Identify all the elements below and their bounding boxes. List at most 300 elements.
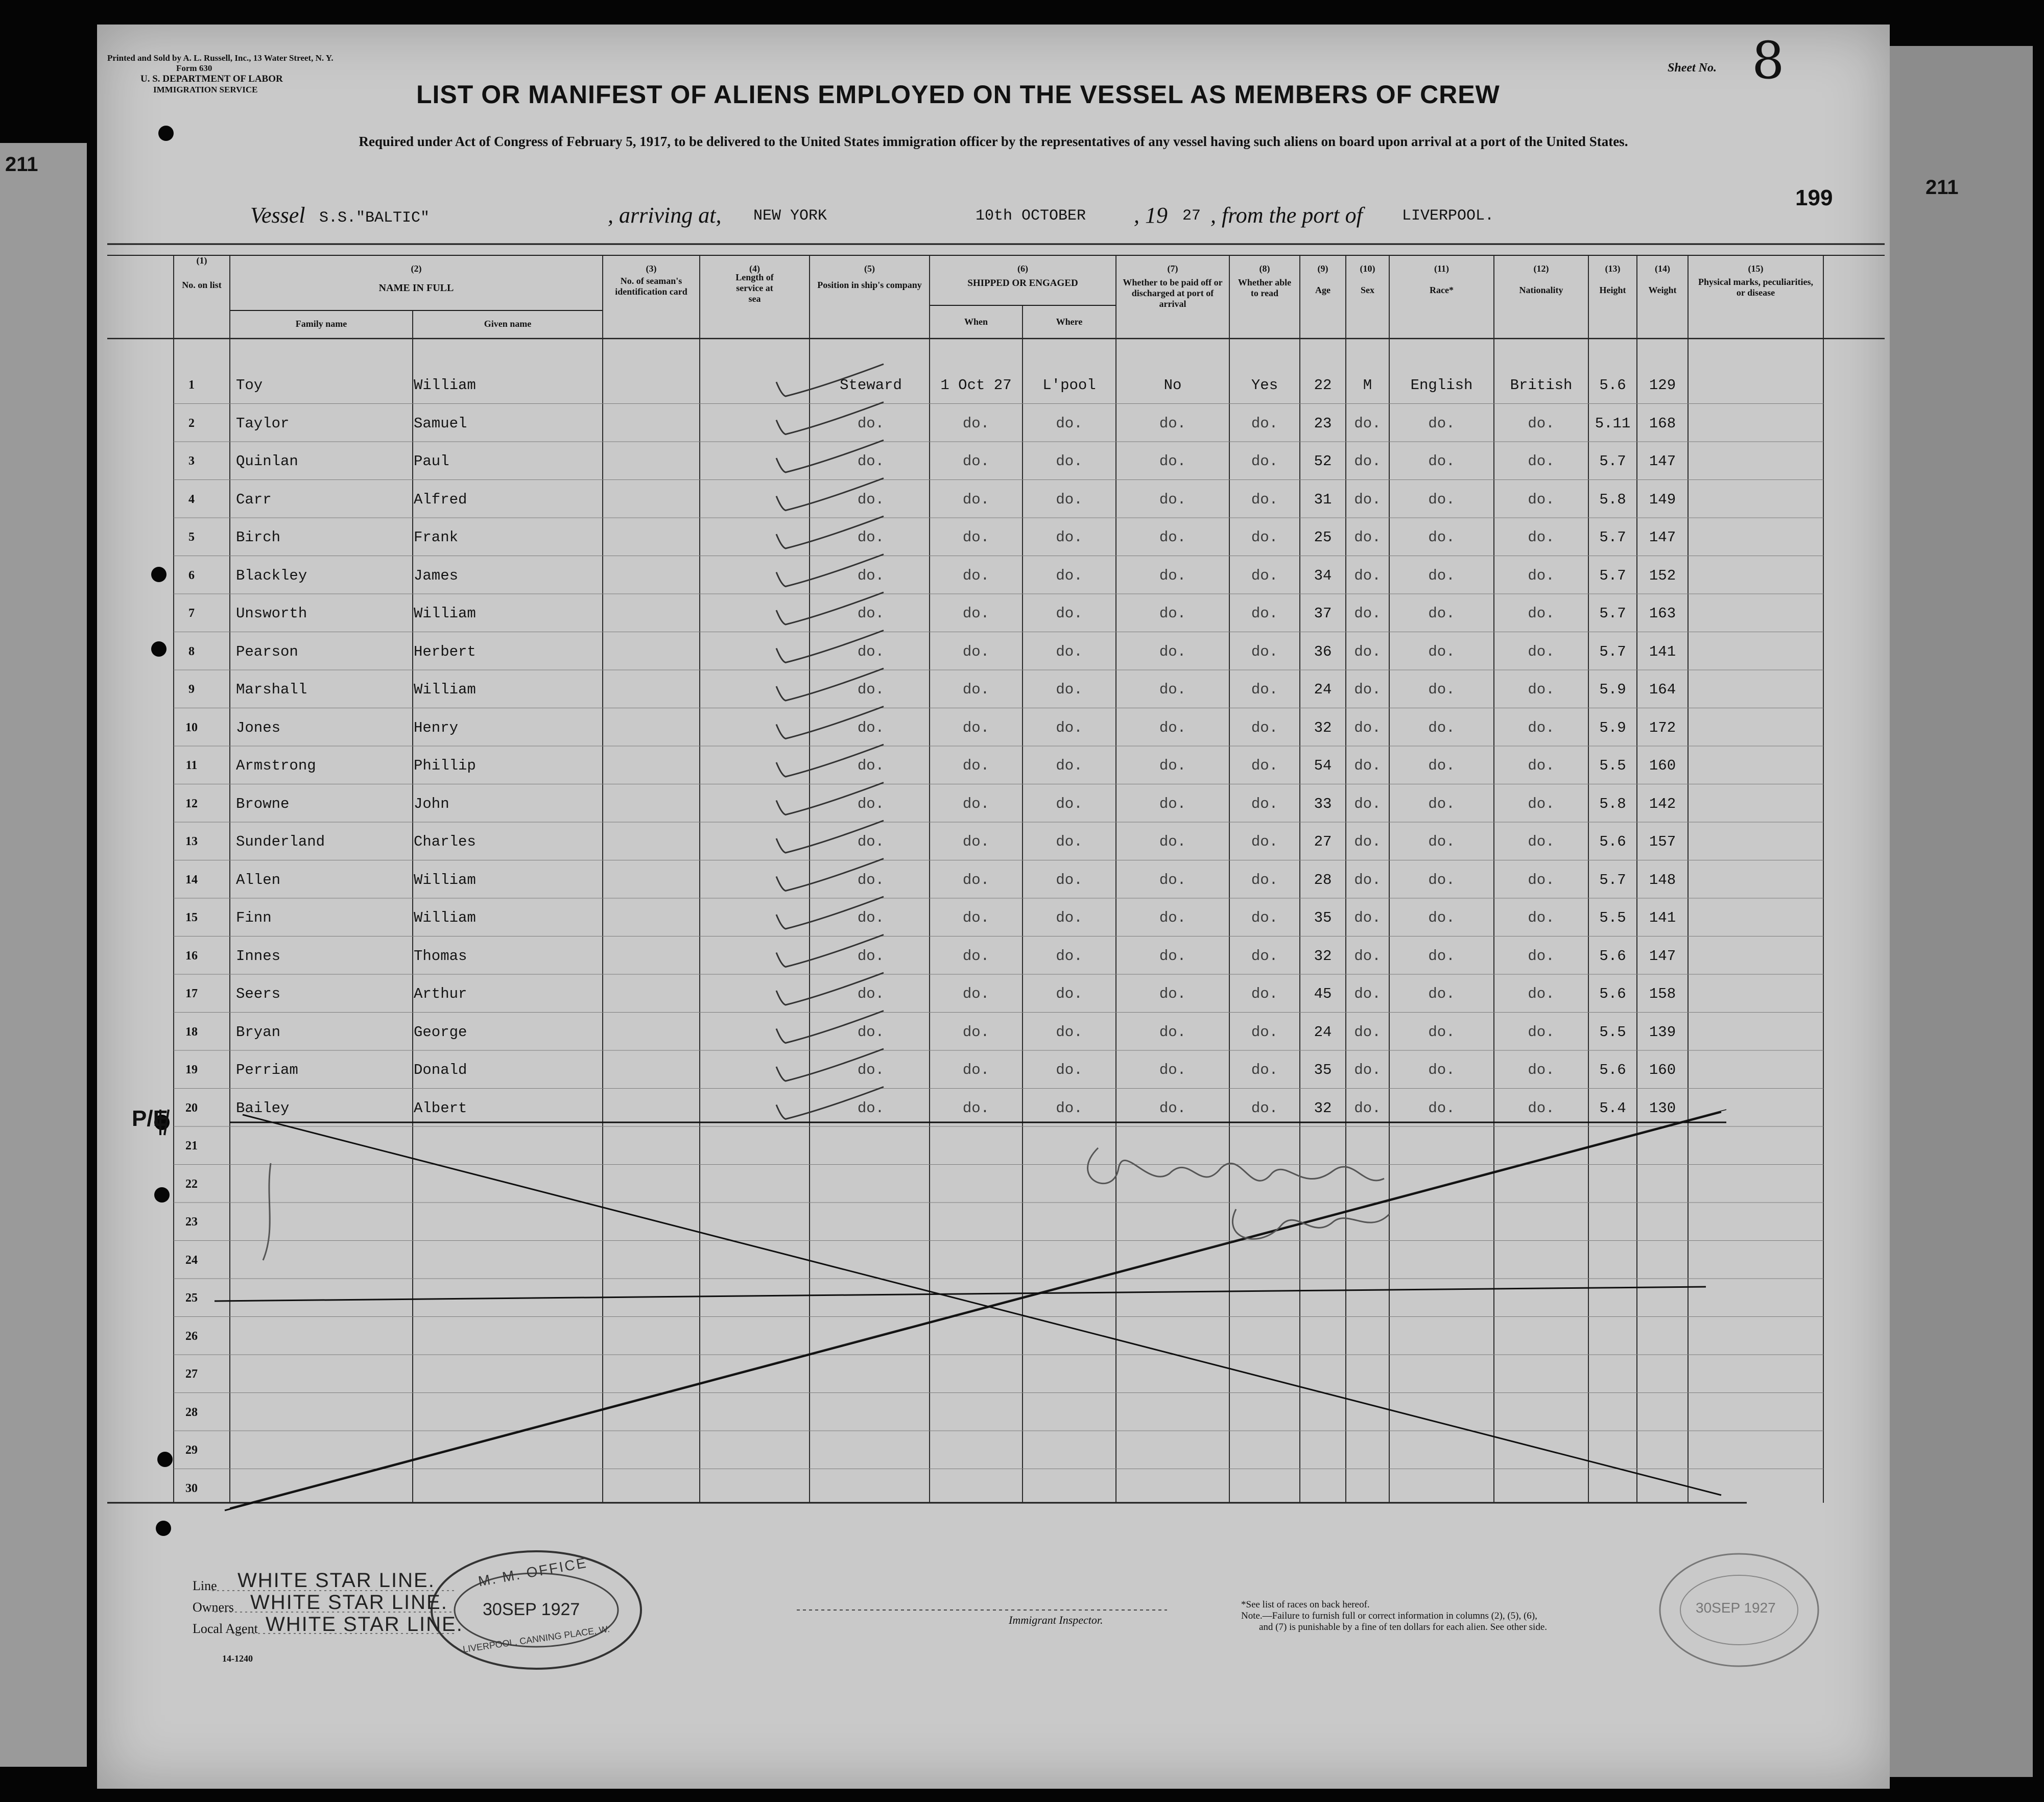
office-stamp-top: M. M. OFFICE	[477, 1554, 589, 1590]
shipped-when-cell: do.	[962, 415, 990, 432]
shipped-where-cell: do.	[1056, 643, 1083, 660]
paid-off-cell: do.	[1159, 871, 1186, 888]
age-cell: 37	[1314, 605, 1332, 622]
requirement-text: Required under Act of Congress of February 5, 1917, to be delivered to the United States immigration officer by the representatives of any vessel having such aliens on board upon arrival at a port of the United States.	[359, 134, 1628, 149]
paid-off-cell: do.	[1159, 833, 1186, 850]
height-cell: 5.9	[1599, 681, 1626, 698]
department-name: U. S. DEPARTMENT OF LABOR	[140, 74, 283, 84]
paid-off-cell: do.	[1159, 947, 1186, 965]
sex-cell: do.	[1354, 415, 1381, 432]
row-number: 24	[185, 1253, 198, 1267]
col9-number: (9)	[1317, 263, 1328, 274]
shipped-when-cell: do.	[962, 986, 990, 1002]
given-name-cell: Charles	[414, 833, 476, 850]
race-cell: do.	[1428, 833, 1455, 850]
shipped-where-cell: do.	[1056, 491, 1083, 508]
col14-number: (14)	[1655, 263, 1670, 274]
nationality-cell: do.	[1528, 643, 1555, 660]
sex-cell: M	[1363, 377, 1372, 394]
weight-cell: 158	[1649, 986, 1676, 1002]
nationality-cell: British	[1510, 377, 1573, 394]
col8-number: (8)	[1259, 263, 1270, 274]
family-name-cell: Sunderland	[236, 833, 325, 850]
age-cell: 23	[1314, 415, 1332, 432]
shipped-when-cell: do.	[962, 453, 990, 470]
races-note: *See list of races on back hereof.	[1241, 1599, 1370, 1610]
weight-cell: 152	[1649, 567, 1676, 584]
weight-cell: 129	[1649, 377, 1676, 394]
position-cell: do.	[857, 415, 885, 432]
family-name-cell: Carr	[236, 491, 272, 508]
able-to-read-cell: do.	[1251, 909, 1278, 926]
line-value: WHITE STAR LINE.	[237, 1569, 435, 1592]
row-number: 29	[185, 1444, 198, 1457]
nationality-cell: do.	[1528, 1023, 1555, 1041]
col1-number: (1)	[196, 255, 207, 266]
height-cell: 5.6	[1599, 986, 1626, 1002]
race-cell: do.	[1428, 605, 1455, 622]
row-number: 25	[185, 1291, 198, 1305]
family-name-cell: Innes	[236, 947, 281, 965]
nationality-cell: do.	[1528, 909, 1555, 926]
given-name-cell: William	[414, 377, 476, 394]
year-prefix: , 19	[1134, 203, 1168, 228]
col6-where-header: Where	[1056, 317, 1083, 327]
race-cell: do.	[1428, 1099, 1455, 1117]
position-cell: do.	[857, 681, 885, 698]
service-name: IMMIGRATION SERVICE	[153, 85, 258, 94]
inspector-label: Immigrant Inspector.	[1009, 1614, 1103, 1626]
age-cell: 32	[1314, 719, 1332, 736]
col5-number: (5)	[864, 263, 875, 274]
shipped-when-cell: do.	[962, 681, 990, 698]
sex-cell: do.	[1354, 795, 1381, 812]
given-name-cell: Albert	[414, 1099, 467, 1117]
given-name-cell: George	[414, 1023, 467, 1041]
height-cell: 5.5	[1599, 1023, 1626, 1041]
age-cell: 36	[1314, 643, 1332, 660]
race-cell: do.	[1428, 795, 1455, 812]
race-cell: do.	[1428, 529, 1455, 546]
position-cell: do.	[857, 719, 885, 736]
weight-cell: 160	[1649, 1062, 1676, 1078]
family-name-cell: Quinlan	[236, 453, 298, 470]
height-cell: 5.7	[1599, 453, 1626, 470]
family-name-cell: Blackley	[236, 567, 307, 584]
nationality-cell: do.	[1528, 947, 1555, 965]
position-cell: do.	[857, 757, 885, 774]
height-cell: 5.4	[1599, 1099, 1626, 1117]
shipped-when-cell: do.	[962, 719, 990, 736]
weight-cell: 157	[1649, 833, 1676, 850]
given-name-cell: Thomas	[414, 947, 467, 965]
paid-off-cell: do.	[1159, 1062, 1186, 1078]
age-cell: 33	[1314, 795, 1332, 812]
row-number: 21	[185, 1139, 198, 1152]
able-to-read-cell: do.	[1251, 1062, 1278, 1078]
paid-off-cell: do.	[1159, 605, 1186, 622]
margin-mark: P/E	[132, 1106, 168, 1131]
sex-cell: do.	[1354, 491, 1381, 508]
shipped-where-cell: do.	[1056, 947, 1083, 965]
col2-header: NAME IN FULL	[378, 282, 454, 294]
row-number: 16	[185, 949, 198, 963]
family-name-cell: Jones	[236, 719, 281, 736]
sex-cell: do.	[1354, 1062, 1381, 1078]
line-label: Line	[193, 1578, 217, 1593]
shipped-where-cell: do.	[1056, 415, 1083, 432]
able-to-read-cell: do.	[1251, 719, 1278, 736]
row-number: 11	[185, 759, 198, 772]
age-cell: 45	[1314, 986, 1332, 1002]
form-number: Form 630	[176, 63, 212, 73]
shipped-when-cell: 1 Oct 27	[940, 377, 1012, 394]
sex-cell: do.	[1354, 567, 1381, 584]
position-cell: do.	[857, 1062, 885, 1078]
row-number: 26	[185, 1329, 198, 1343]
manifest-sheet	[97, 25, 1890, 1789]
position-cell: do.	[857, 833, 885, 850]
nationality-cell: do.	[1528, 1099, 1555, 1117]
row-number: 13	[185, 835, 198, 848]
col1-header: No. on list	[182, 280, 222, 290]
shipped-where-cell: do.	[1056, 1023, 1083, 1041]
shipped-when-cell: do.	[962, 909, 990, 926]
age-cell: 27	[1314, 833, 1332, 850]
family-name-cell: Birch	[236, 529, 281, 546]
col15-number: (15)	[1748, 263, 1764, 274]
col8-header: Whether able to read	[1238, 277, 1292, 298]
height-cell: 5.6	[1599, 947, 1626, 965]
position-cell: do.	[857, 567, 885, 584]
race-cell: do.	[1428, 757, 1455, 774]
col6-header: SHIPPED OR ENGAGED	[967, 278, 1078, 289]
col3-header: No. of seaman's identification card	[615, 276, 687, 297]
col6-when-header: When	[964, 317, 988, 327]
shipped-where-cell: do.	[1056, 681, 1083, 698]
weight-cell: 172	[1649, 719, 1676, 736]
able-to-read-cell: do.	[1251, 986, 1278, 1002]
faint-stamp-date: 30SEP 1927	[1696, 1600, 1776, 1616]
row-number: 5	[188, 531, 195, 544]
row-number: 20	[185, 1101, 198, 1115]
paid-off-cell: do.	[1159, 1023, 1186, 1041]
local-agent-value: WHITE STAR LINE.	[266, 1613, 463, 1636]
able-to-read-cell: do.	[1251, 605, 1278, 622]
weight-cell: 147	[1649, 453, 1676, 470]
able-to-read-cell: do.	[1251, 1099, 1278, 1117]
height-cell: 5.7	[1599, 871, 1626, 888]
penalty-note-line1: Note.—Failure to furnish full or correct information in columns (2), (5), (6),	[1241, 1611, 1537, 1621]
col6-number: (6)	[1017, 263, 1028, 274]
sex-cell: do.	[1354, 1023, 1381, 1041]
weight-cell: 130	[1649, 1099, 1676, 1117]
sex-cell: do.	[1354, 529, 1381, 546]
nationality-cell: do.	[1528, 757, 1555, 774]
col11-number: (11)	[1434, 263, 1449, 274]
race-cell: do.	[1428, 1062, 1455, 1078]
weight-cell: 142	[1649, 795, 1676, 812]
age-cell: 25	[1314, 529, 1332, 546]
col13-number: (13)	[1605, 263, 1621, 274]
nationality-cell: do.	[1528, 605, 1555, 622]
right-edge-number: 211	[1926, 176, 1959, 199]
shipped-when-cell: do.	[962, 871, 990, 888]
row-number: 10	[185, 720, 198, 734]
height-cell: 5.7	[1599, 605, 1626, 622]
given-name-cell: Phillip	[414, 757, 476, 774]
race-cell: do.	[1428, 909, 1455, 926]
paid-off-cell: do.	[1159, 909, 1186, 926]
family-name-cell: Seers	[236, 986, 281, 1002]
family-name-cell: Finn	[236, 909, 272, 926]
race-cell: do.	[1428, 643, 1455, 660]
height-cell: 5.7	[1599, 643, 1626, 660]
row-number: 18	[185, 1025, 198, 1039]
able-to-read-cell: do.	[1251, 643, 1278, 660]
printer-line: Printed and Sold by A. L. Russell, Inc., 13 Water Street, N. Y.	[107, 53, 334, 63]
height-cell: 5.6	[1599, 1062, 1626, 1078]
given-name-cell: Paul	[414, 453, 449, 470]
left-edge-number: 211	[5, 153, 38, 176]
col12-header: Nationality	[1519, 285, 1563, 295]
row-number: 6	[188, 568, 195, 582]
sex-cell: do.	[1354, 605, 1381, 622]
given-name-cell: Alfred	[414, 491, 467, 508]
shipped-when-cell: do.	[962, 795, 990, 812]
position-cell: do.	[857, 1023, 885, 1041]
paid-off-cell: No	[1163, 377, 1182, 394]
position-cell: do.	[857, 491, 885, 508]
paid-off-cell: do.	[1159, 719, 1186, 736]
row-number: 9	[188, 683, 195, 696]
paid-off-cell: do.	[1159, 757, 1186, 774]
height-cell: 5.5	[1599, 909, 1626, 926]
col10-header: Sex	[1361, 285, 1374, 295]
right-page-edge	[1880, 46, 2033, 1777]
nationality-cell: do.	[1528, 986, 1555, 1002]
weight-cell: 163	[1649, 605, 1676, 622]
row-number: 22	[185, 1177, 198, 1191]
shipped-where-cell: do.	[1056, 453, 1083, 470]
paid-off-cell: do.	[1159, 643, 1186, 660]
arriving-port: NEW YORK	[753, 207, 827, 225]
shipped-where-cell: do.	[1056, 719, 1083, 736]
paid-off-cell: do.	[1159, 529, 1186, 546]
given-name-cell: William	[414, 605, 476, 622]
able-to-read-cell: do.	[1251, 795, 1278, 812]
paid-off-cell: do.	[1159, 567, 1186, 584]
col12-number: (12)	[1533, 263, 1549, 274]
shipped-where-cell: do.	[1056, 529, 1083, 546]
shipped-when-cell: do.	[962, 1099, 990, 1117]
height-cell: 5.11	[1595, 415, 1631, 432]
paid-off-cell: do.	[1159, 795, 1186, 812]
nationality-cell: do.	[1528, 871, 1555, 888]
position-cell: do.	[857, 453, 885, 470]
shipped-when-cell: do.	[962, 1062, 990, 1078]
sex-cell: do.	[1354, 909, 1381, 926]
given-name-cell: Henry	[414, 719, 459, 736]
shipped-when-cell: do.	[962, 491, 990, 508]
age-cell: 35	[1314, 909, 1332, 926]
position-cell: do.	[857, 605, 885, 622]
able-to-read-cell: do.	[1251, 453, 1278, 470]
col11-header: Race*	[1430, 285, 1454, 295]
nationality-cell: do.	[1528, 681, 1555, 698]
nationality-cell: do.	[1528, 453, 1555, 470]
weight-cell: 147	[1649, 947, 1676, 965]
height-cell: 5.5	[1599, 757, 1626, 774]
penalty-note-line2: and (7) is punishable by a fine of ten dollars for each alien. See other side.	[1259, 1622, 1548, 1632]
race-cell: do.	[1428, 947, 1455, 965]
given-name-cell: William	[414, 871, 476, 888]
position-cell: do.	[857, 871, 885, 888]
shipped-when-cell: do.	[962, 757, 990, 774]
given-name-cell: Arthur	[414, 986, 467, 1002]
age-cell: 28	[1314, 871, 1332, 888]
given-name-cell: Samuel	[414, 415, 467, 432]
position-cell: do.	[857, 986, 885, 1002]
family-name-cell: Unsworth	[236, 605, 307, 622]
office-stamp-date: 30SEP 1927	[483, 1600, 580, 1619]
position-cell: do.	[857, 1099, 885, 1117]
weight-cell: 141	[1649, 909, 1676, 926]
height-cell: 5.8	[1599, 795, 1626, 812]
col4-number: (4)	[749, 263, 760, 274]
owners-label: Owners	[193, 1600, 234, 1615]
race-cell: English	[1410, 377, 1473, 394]
age-cell: 32	[1314, 1099, 1332, 1117]
able-to-read-cell: do.	[1251, 757, 1278, 774]
race-cell: do.	[1428, 567, 1455, 584]
nationality-cell: do.	[1528, 491, 1555, 508]
col14-header: Weight	[1648, 285, 1677, 295]
given-name-cell: Donald	[414, 1062, 467, 1078]
shipped-when-cell: do.	[962, 605, 990, 622]
arriving-label: , arriving at,	[608, 203, 722, 228]
year-suffix: 27	[1182, 207, 1201, 225]
nationality-cell: do.	[1528, 415, 1555, 432]
shipped-where-cell: do.	[1056, 567, 1083, 584]
race-cell: do.	[1428, 681, 1455, 698]
row-number: 15	[185, 911, 198, 924]
shipped-where-cell: do.	[1056, 871, 1083, 888]
able-to-read-cell: do.	[1251, 1023, 1278, 1041]
col4-header: Length of service at sea	[735, 272, 774, 304]
col3-number: (3)	[646, 263, 657, 274]
age-cell: 52	[1314, 453, 1332, 470]
age-cell: 24	[1314, 681, 1332, 698]
paid-off-cell: do.	[1159, 415, 1186, 432]
position-cell: do.	[857, 529, 885, 546]
row-number: 23	[185, 1215, 198, 1229]
col2-number: (2)	[411, 263, 422, 274]
shipped-where-cell: do.	[1056, 1099, 1083, 1117]
family-name-cell: Browne	[236, 795, 290, 812]
race-cell: do.	[1428, 719, 1455, 736]
sex-cell: do.	[1354, 833, 1381, 850]
row-number: 30	[185, 1481, 198, 1495]
page-number: 199	[1795, 185, 1833, 210]
family-name-cell: Toy	[236, 377, 263, 394]
office-stamp-bottom: LIVERPOOL, CANNING PLACE, W.	[462, 1623, 610, 1655]
able-to-read-cell: do.	[1251, 529, 1278, 546]
race-cell: do.	[1428, 986, 1455, 1002]
vessel-name: S.S."BALTIC"	[319, 209, 430, 227]
position-cell: do.	[857, 909, 885, 926]
row-number: 7	[188, 607, 195, 620]
able-to-read-cell: do.	[1251, 567, 1278, 584]
given-name-cell: William	[414, 681, 476, 698]
weight-cell: 148	[1649, 871, 1676, 888]
local-agent-label: Local Agent	[193, 1621, 258, 1636]
able-to-read-cell: Yes	[1251, 377, 1278, 394]
sex-cell: do.	[1354, 1099, 1381, 1117]
nationality-cell: do.	[1528, 567, 1555, 584]
col10-number: (10)	[1360, 263, 1375, 274]
family-name-cell: Perriam	[236, 1062, 298, 1078]
col2-family-header: Family name	[295, 319, 347, 329]
arrival-date: 10th OCTOBER	[976, 207, 1086, 225]
paid-off-cell: do.	[1159, 1099, 1186, 1117]
height-cell: 5.6	[1599, 377, 1626, 394]
age-cell: 24	[1314, 1023, 1332, 1041]
family-name-cell: Bailey	[236, 1099, 290, 1117]
shipped-where-cell: do.	[1056, 757, 1083, 774]
weight-cell: 160	[1649, 757, 1676, 774]
weight-cell: 147	[1649, 529, 1676, 546]
nationality-cell: do.	[1528, 1062, 1555, 1078]
left-page-edge	[0, 143, 87, 1767]
position-cell: do.	[857, 947, 885, 965]
row-number: 12	[185, 797, 198, 810]
page-title: LIST OR MANIFEST OF ALIENS EMPLOYED ON THE VESSEL AS MEMBERS OF CREW	[416, 80, 1500, 109]
age-cell: 34	[1314, 567, 1332, 584]
col5-header: Position in ship's company	[817, 280, 922, 290]
nationality-cell: do.	[1528, 833, 1555, 850]
col2-given-header: Given name	[484, 319, 532, 329]
race-cell: do.	[1428, 491, 1455, 508]
row-number: 1	[188, 378, 195, 392]
nationality-cell: do.	[1528, 529, 1555, 546]
shipped-where-cell: do.	[1056, 909, 1083, 926]
sex-cell: do.	[1354, 719, 1381, 736]
paid-off-cell: do.	[1159, 491, 1186, 508]
col7-number: (7)	[1167, 263, 1178, 274]
sex-cell: do.	[1354, 986, 1381, 1002]
nationality-cell: do.	[1528, 719, 1555, 736]
col7-header: Whether to be paid off or discharged at port of arrival	[1123, 277, 1223, 309]
sex-cell: do.	[1354, 453, 1381, 470]
able-to-read-cell: do.	[1251, 415, 1278, 432]
row-number: 2	[188, 416, 195, 430]
family-name-cell: Bryan	[236, 1023, 281, 1041]
family-name-cell: Taylor	[236, 415, 290, 432]
height-cell: 5.6	[1599, 833, 1626, 850]
weight-cell: 139	[1649, 1023, 1676, 1041]
race-cell: do.	[1428, 453, 1455, 470]
height-cell: 5.7	[1599, 567, 1626, 584]
given-name-cell: James	[414, 567, 459, 584]
sex-cell: do.	[1354, 643, 1381, 660]
able-to-read-cell: do.	[1251, 491, 1278, 508]
family-name-cell: Marshall	[236, 681, 307, 698]
sheet-number-label: Sheet No.	[1668, 61, 1717, 75]
race-cell: do.	[1428, 871, 1455, 888]
sheet-number-value: 8	[1752, 31, 1785, 90]
form-code: 14-1240	[222, 1653, 253, 1664]
